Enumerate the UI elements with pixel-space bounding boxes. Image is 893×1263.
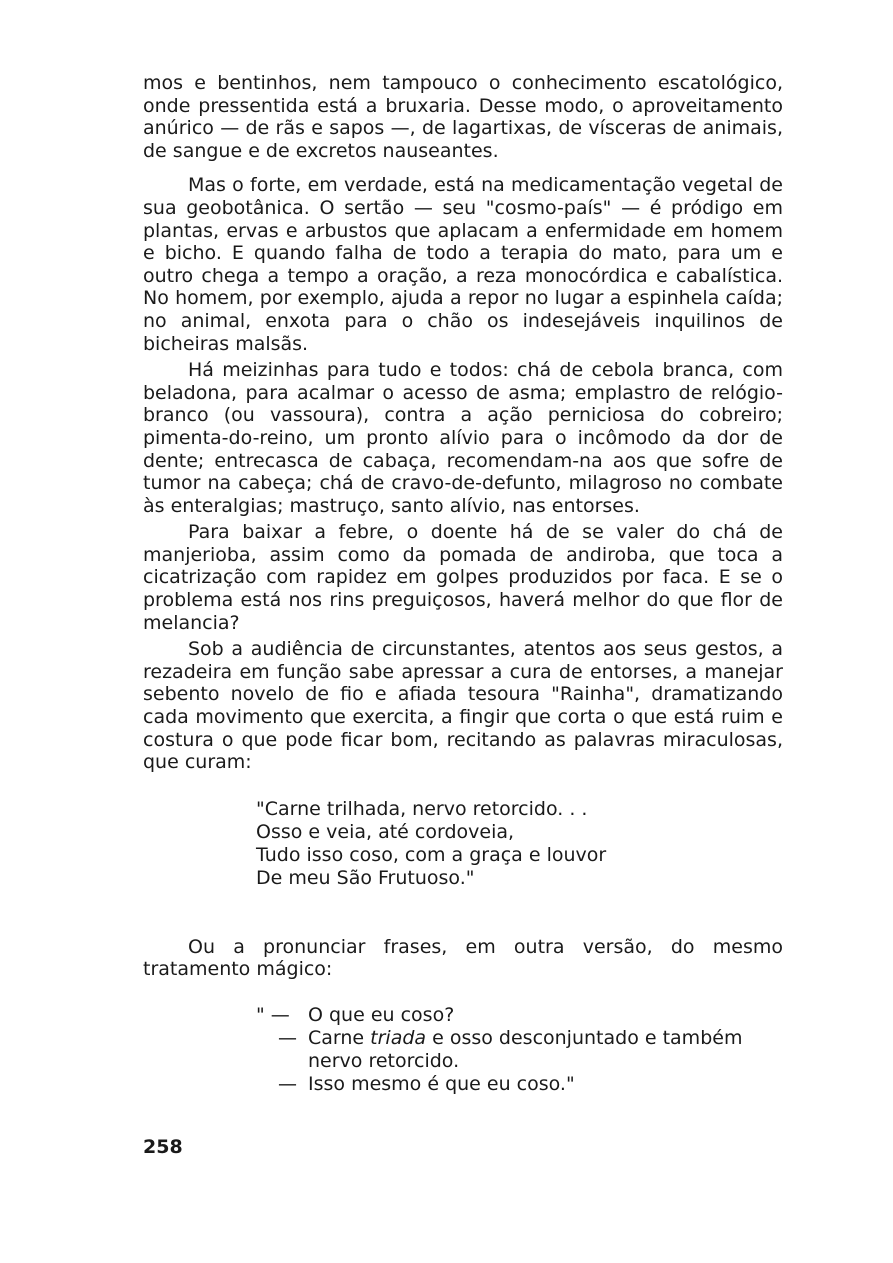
- paragraph-1: mos e bentinhos, nem tampouco o conhecimento escatológico, onde pressentida está a bruxaria. Desse modo, o aproveitamento anúrico — de rãs e sapos —, de lagartixas, de vísceras de animais, de sangue e de excretos nauseantes.: [143, 72, 783, 162]
- verse-line: Osso e veia, até cordoveia,: [256, 820, 515, 843]
- paragraph-2: Mas o forte, em verdade, está na medicamentação vegetal de sua geobotânica. O sertão — seu "cosmo-país" — é pródigo em plantas, ervas e arbustos que aplacam a enfermidade em homem e bicho. E quando falha de todo a terapia do mato, para um e outro chega a tempo a oração, a reza monocórdica e cabalística. No homem, por exemplo, ajuda a repor no lugar a espinhela caída; no animal, enxota para o chão os indesejáveis inquilinos de bicheiras malsãs.: [143, 174, 783, 355]
- dialog-line: [256, 1004, 783, 1027]
- dialog-continuation: nervo retorcido.: [308, 1050, 460, 1072]
- dialog-dash: —: [278, 1027, 297, 1049]
- dialog-emphasis: triada: [370, 1027, 427, 1049]
- dialog-text: e osso desconjuntado e também: [426, 1027, 743, 1049]
- dialog-text: Carne: [308, 1027, 371, 1049]
- dialog-text: O que eu coso?: [308, 1004, 455, 1026]
- dialog-text: Isso mesmo é que eu coso.": [308, 1073, 575, 1095]
- dialog-line: [256, 1027, 783, 1050]
- verse-block: [256, 798, 783, 890]
- verse-line: De meu São Frutuoso.": [256, 866, 475, 889]
- dialog-lead: " —: [256, 1004, 290, 1026]
- dialog-dash: —: [278, 1073, 297, 1095]
- paragraph-5: Sob a audiência de circunstantes, atentos aos seus gestos, a rezadeira em função sabe apressar a cura de entorses, a manejar sebento novelo de fio e afiada tesoura "Rainha", dramatizando cada movimento que exercita, a fingir que corta o que está ruim e costura o que pode ficar bom, recitando as palavras miraculosas, que curam:: [143, 638, 783, 774]
- dialog-block: [256, 1004, 783, 1096]
- verse-line: "Carne trilhada, nervo retorcido. . .: [256, 797, 588, 820]
- verse-line: Tudo isso coso, com a graça e louvor: [256, 843, 607, 866]
- paragraph-6: Ou a pronunciar frases, em outra versão, do mesmo tratamento mágico:: [143, 935, 783, 981]
- page-body: [143, 72, 783, 1096]
- paragraph-4: Para baixar a febre, o doente há de se valer do chá de manjerioba, assim como da pomada de andiroba, que toca a cicatrização com rapidez em golpes produzidos por faca. E se o problema está nos rins preguiçosos, haverá melhor do que flor de melancia?: [143, 521, 783, 634]
- dialog-line: [256, 1073, 783, 1096]
- paragraph-3: Há meizinhas para tudo e todos: chá de cebola branca, com beladona, para acalmar o acesso de asma; emplastro de relógio-branco (ou vassoura), contra a ação perniciosa do cobreiro; pimenta-do-reino, um pronto alívio para o incômodo da dor de dente; entrecasca de cabaça, recomendam-na aos que sofre de tumor na cabeça; chá de cravo-de-defunto, milagroso no combate às enteralgias; mastruço, santo alívio, nas entorses.: [143, 359, 783, 517]
- page-number: 258: [143, 1136, 183, 1158]
